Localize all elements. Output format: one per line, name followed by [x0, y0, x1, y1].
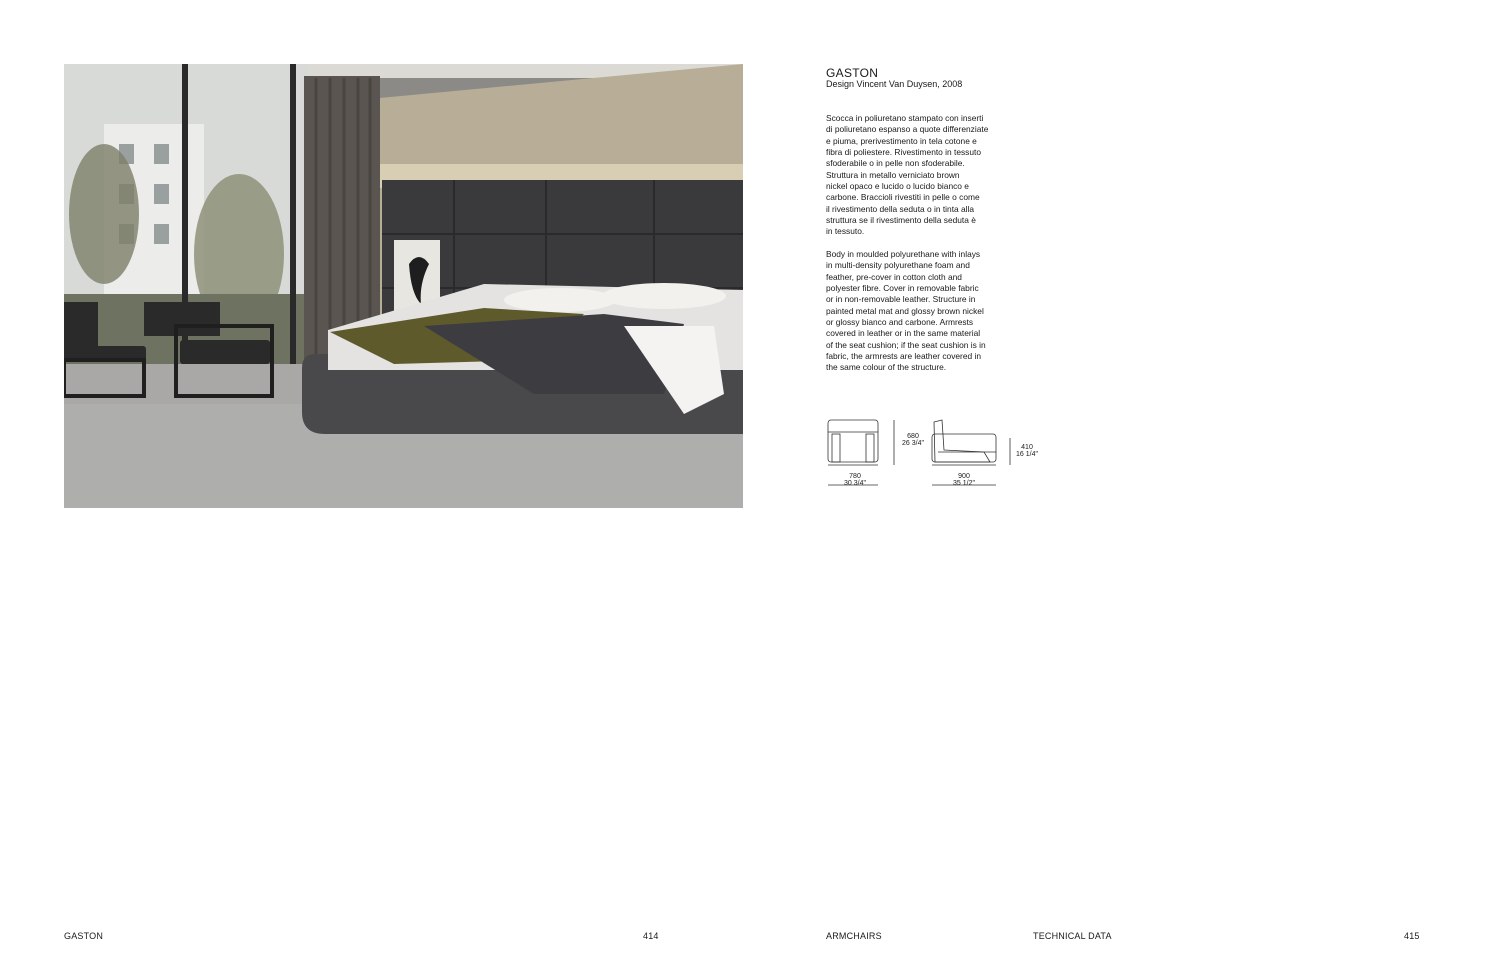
dim-seat-height: 410 16 1/4" — [1016, 444, 1038, 458]
technical-drawings — [820, 412, 1050, 492]
product-title: GASTON — [826, 66, 879, 80]
description-english: Body in moulded polyurethane with inlays in multi-density polyurethane foam and feather, pre-cover in cotton cloth and polyester fibre. Cover in removable fabric or in non-removable leather. Structure in painted metal mat and glossy brown nickel or glossy bianco and carbone. Armrests covered in leather or in the same material of the seat cushion; if the seat cushion is in fabric, the armrests are leather covered in the same colour of the structure. — [826, 249, 986, 373]
product-designer: Design Vincent Van Duysen, 2008 — [826, 79, 963, 89]
dim-height: 680 26 3/4" — [902, 433, 924, 447]
footer-subsection: TECHNICAL DATA — [1033, 931, 1112, 941]
footer-left-title: GASTON — [64, 931, 104, 941]
footer-section: ARMCHAIRS — [826, 931, 882, 941]
dim-width: 780 30 3/4" — [844, 473, 866, 487]
bedroom-photo — [64, 64, 743, 508]
footer-left-page: 414 — [643, 931, 659, 941]
description-italian: Scocca in poliuretano stampato con inserti di poliuretano espanso a quote differenziate e piuma, prerivestimento in tela cotone e fibra di poliestere. Rivestimento in tessuto sfoderabile o in pelle non sfoderabile. Struttura in metallo verniciato brown nickel opaco e lucido o lucido bianco e carbone. Braccioli rivestiti in pelle o come il rivestimento della seduta o in tinta alla struttura se il rivestimento della seduta è in tessuto. — [826, 113, 989, 237]
dim-depth: 900 35 1/2" — [953, 473, 975, 487]
bedroom-illustration — [64, 64, 743, 508]
footer-right-page: 415 — [1404, 931, 1420, 941]
